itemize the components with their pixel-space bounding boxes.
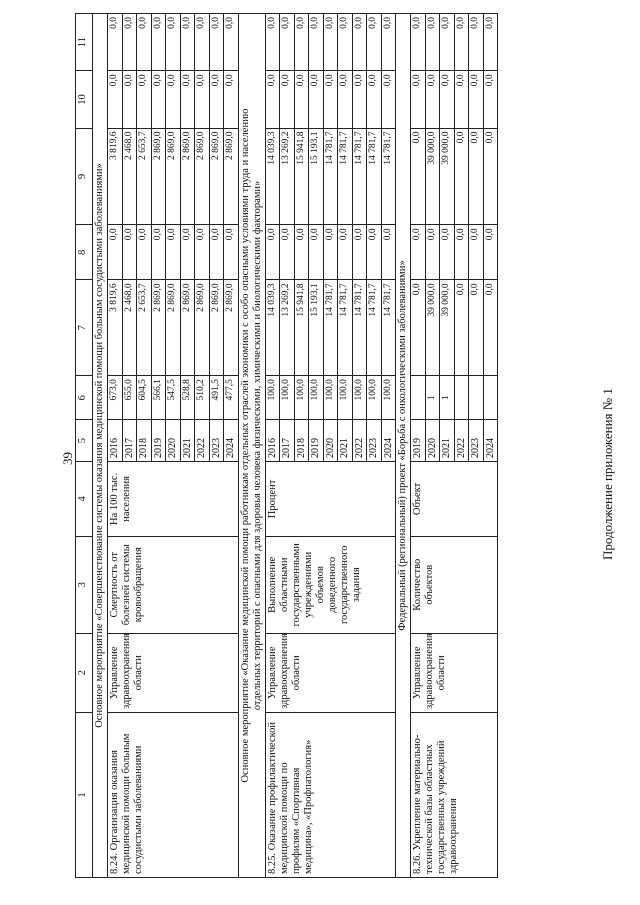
cell-value (483, 376, 498, 420)
cell-year: 2024 (224, 420, 239, 462)
cell-value: 15 193,1 (309, 280, 324, 376)
cell-value: 0,0 (151, 14, 166, 71)
cell-year: 2024 (381, 420, 396, 462)
cell-value: 0,0 (265, 225, 280, 280)
cell-value: 0,0 (381, 71, 396, 128)
cell-value: 2 468,0 (122, 128, 137, 225)
cell-value: 0,0 (323, 71, 338, 128)
cell-value: 0,0 (309, 71, 324, 128)
cell-value: 0,0 (195, 71, 210, 128)
cell-col1: 8.25. Оказание профилактической медицинской помощи по профилям «Спортивная медицина», «Профпатология» (265, 712, 396, 877)
cell-year: 2021 (440, 420, 455, 462)
cell-value: 0,0 (137, 225, 152, 280)
cell-value: 0,0 (122, 225, 137, 280)
cell-value: 0,0 (323, 225, 338, 280)
cell-value: 0,0 (367, 225, 382, 280)
cell-value: 0,0 (122, 14, 137, 71)
cell-value: 0,0 (454, 71, 469, 128)
cell-value: 0,0 (166, 14, 181, 71)
cell-col4: На 100 тыс. населения (108, 462, 239, 537)
cell-value: 0,0 (209, 225, 224, 280)
cell-value: 0,0 (166, 71, 181, 128)
block-8-24 (108, 14, 239, 878)
cell-value: 2 869,0 (224, 128, 239, 225)
cell-value: 0,0 (294, 225, 309, 280)
cell-value: 0,0 (224, 14, 239, 71)
cell-value: 0,0 (209, 71, 224, 128)
cell-value: 0,0 (483, 71, 498, 128)
cell-value: 2 653,7 (137, 280, 152, 376)
cell-year: 2019 (151, 420, 166, 462)
col-header: 3 (76, 536, 93, 633)
cell-value: 547,5 (166, 376, 181, 420)
cell-value: 39 000,0 (440, 128, 455, 225)
cell-value: 0,0 (411, 14, 426, 71)
cell-value: 528,8 (180, 376, 195, 420)
cell-value: 0,0 (338, 14, 353, 71)
cell-value: 0,0 (323, 14, 338, 71)
cell-value: 0,0 (280, 14, 295, 71)
cell-value: 0,0 (469, 225, 484, 280)
cell-value: 0,0 (381, 225, 396, 280)
cell-col3: Выполнение областными государственными учреждениями объемов доведенного государственного задания (265, 536, 396, 633)
cell-col4: Объект (411, 462, 498, 537)
col-header: 4 (76, 462, 93, 537)
cell-value: 2 869,0 (151, 128, 166, 225)
cell-year: 2019 (309, 420, 324, 462)
cell-value: 0,0 (411, 71, 426, 128)
cell-value: 100,0 (280, 376, 295, 420)
col-header: 10 (76, 71, 93, 128)
cell-value: 14 781,7 (323, 128, 338, 225)
cell-value: 0,0 (265, 71, 280, 128)
section-heading-line1: Основное мероприятие «Оказание медицинской помощи работникам отдельных отраслей экономики с особо опасными условиями труда и населению (239, 108, 251, 783)
cell-value: 14 781,7 (352, 280, 367, 376)
cell-value: 14 781,7 (338, 128, 353, 225)
cell-value: 0,0 (224, 71, 239, 128)
cell-col2: Управление здравоохранения области (108, 633, 239, 712)
cell-value: 15 941,8 (294, 280, 309, 376)
cell-col2: Управление здравоохранения области (265, 633, 396, 712)
cell-value: 0,0 (294, 14, 309, 71)
cell-value: 100,0 (265, 376, 280, 420)
cell-value: 491,5 (209, 376, 224, 420)
cell-value: 100,0 (352, 376, 367, 420)
cell-value: 0,0 (265, 14, 280, 71)
cell-value: 1 (425, 376, 440, 420)
cell-value: 0,0 (309, 225, 324, 280)
cell-value: 673,0 (108, 376, 123, 420)
block-8-25 (265, 14, 396, 878)
cell-year: 2022 (454, 420, 469, 462)
cell-value: 566,1 (151, 376, 166, 420)
header-row (76, 14, 93, 878)
cell-value: 0,0 (151, 71, 166, 128)
cell-value: 0,0 (195, 14, 210, 71)
cell-value: 0,0 (180, 225, 195, 280)
cell-value: 0,0 (338, 225, 353, 280)
cell-value: 14 039,3 (265, 128, 280, 225)
cell-value: 100,0 (294, 376, 309, 420)
section-heading-line2: отдельных территорий с опасными для здоровья человека физическими, химическими и биологическими факторами» (251, 180, 263, 711)
cell-year: 2021 (338, 420, 353, 462)
cell-year: 2022 (195, 420, 210, 462)
cell-value: 0,0 (411, 280, 426, 376)
cell-value: 0,0 (469, 280, 484, 376)
cell-value: 0,0 (108, 225, 123, 280)
col-header: 11 (76, 14, 93, 71)
cell-value: 0,0 (454, 128, 469, 225)
cell-value: 2 653,7 (137, 128, 152, 225)
cell-year: 2016 (265, 420, 280, 462)
cell-value: 2 869,0 (180, 280, 195, 376)
cell-year: 2017 (122, 420, 137, 462)
cell-year: 2020 (425, 420, 440, 462)
block-8-26 (411, 14, 498, 878)
cell-value: 2 869,0 (166, 128, 181, 225)
cell-year: 2023 (367, 420, 382, 462)
cell-value: 0,0 (425, 225, 440, 280)
cell-col1: 8.26. Укрепление материально-технической базы областных государственных учреждений здравоохранения (411, 712, 498, 877)
cell-value: 14 781,7 (367, 280, 382, 376)
cell-value: 0,0 (425, 14, 440, 71)
cell-value: 100,0 (338, 376, 353, 420)
cell-value: 2 869,0 (166, 280, 181, 376)
col-header: 2 (76, 633, 93, 712)
cell-value: 0,0 (454, 280, 469, 376)
cell-value: 0,0 (195, 225, 210, 280)
cell-year: 2023 (469, 420, 484, 462)
cell-col1: 8.24. Организация оказания медицинской помощи больным сосудистыми заболеваниями (108, 712, 239, 877)
cell-value: 0,0 (367, 71, 382, 128)
cell-value: 655,0 (122, 376, 137, 420)
table-row (265, 14, 280, 878)
cell-col4: Процент (265, 462, 396, 537)
cell-value: 0,0 (309, 14, 324, 71)
col-header: 6 (76, 376, 93, 420)
cell-value: 2 869,0 (195, 128, 210, 225)
cell-year: 2022 (352, 420, 367, 462)
cell-value: 2 869,0 (151, 280, 166, 376)
cell-value (411, 376, 426, 420)
cell-col2: Управление здравоохранения области (411, 633, 498, 712)
cell-value: 0,0 (469, 71, 484, 128)
cell-year: 2018 (137, 420, 152, 462)
cell-value: 510,2 (195, 376, 210, 420)
cell-value: 0,0 (440, 14, 455, 71)
cell-value: 0,0 (483, 280, 498, 376)
cell-value: 1 (440, 376, 455, 420)
cell-value: 0,0 (137, 71, 152, 128)
cell-col3: Количество объектов (411, 536, 498, 633)
cell-year: 2018 (294, 420, 309, 462)
cell-year: 2017 (280, 420, 295, 462)
cell-value: 3 819,6 (108, 280, 123, 376)
table-row (411, 14, 426, 878)
table-row (108, 14, 123, 878)
cell-value: 0,0 (483, 225, 498, 280)
cell-value: 2 869,0 (224, 280, 239, 376)
cell-year: 2019 (411, 420, 426, 462)
cell-value: 15 941,8 (294, 128, 309, 225)
cell-value: 15 193,1 (309, 128, 324, 225)
cell-value: 477,5 (224, 376, 239, 420)
cell-value: 100,0 (381, 376, 396, 420)
cell-value: 100,0 (367, 376, 382, 420)
section-heading (238, 14, 265, 878)
program-measures-table (75, 13, 498, 878)
cell-value: 0,0 (454, 225, 469, 280)
rotated-table-sheet (75, 13, 620, 878)
cell-value: 14 781,7 (367, 128, 382, 225)
cell-value: 0,0 (180, 71, 195, 128)
cell-value: 0,0 (425, 71, 440, 128)
cell-value: 100,0 (323, 376, 338, 420)
col-header: 7 (76, 280, 93, 376)
cell-value: 0,0 (108, 71, 123, 128)
cell-value: 0,0 (469, 14, 484, 71)
cell-value: 0,0 (294, 71, 309, 128)
cell-value: 0,0 (440, 225, 455, 280)
cell-value: 0,0 (411, 225, 426, 280)
cell-value: 0,0 (411, 128, 426, 225)
cell-value: 0,0 (483, 128, 498, 225)
cell-value: 13 269,2 (280, 128, 295, 225)
cell-value: 14 781,7 (323, 280, 338, 376)
continuation-title: Продолжение приложения № 1 (600, 388, 615, 560)
cell-value: 0,0 (151, 225, 166, 280)
cell-value: 0,0 (338, 71, 353, 128)
cell-value: 0,0 (166, 225, 181, 280)
cell-value: 0,0 (180, 14, 195, 71)
col-header: 1 (76, 712, 93, 877)
cell-value: 604,5 (137, 376, 152, 420)
cell-value: 0,0 (367, 14, 382, 71)
cell-year: 2020 (166, 420, 181, 462)
cell-value: 100,0 (309, 376, 324, 420)
col-header: 5 (76, 420, 93, 462)
cell-value: 0,0 (122, 71, 137, 128)
cell-year: 2021 (180, 420, 195, 462)
cell-value: 0,0 (454, 14, 469, 71)
cell-value: 3 819,6 (108, 128, 123, 225)
section-heading: Основное мероприятие «Совершенствование системы оказания медицинской помощи больным сосудистыми заболеваниями» (93, 14, 108, 878)
cell-value: 14 781,7 (352, 128, 367, 225)
cell-col3: Смертность от болезней системы кровообращения (108, 536, 239, 633)
cell-value: 0,0 (352, 14, 367, 71)
cell-value: 0,0 (137, 14, 152, 71)
cell-value: 0,0 (352, 225, 367, 280)
cell-value: 2 468,0 (122, 280, 137, 376)
cell-value: 0,0 (108, 14, 123, 71)
cell-value: 2 869,0 (209, 280, 224, 376)
col-header: 8 (76, 225, 93, 280)
cell-value: 39 000,0 (425, 280, 440, 376)
cell-value: 39 000,0 (440, 280, 455, 376)
cell-value: 0,0 (280, 225, 295, 280)
cell-value (454, 376, 469, 420)
cell-year: 2016 (108, 420, 123, 462)
cell-value: 0,0 (469, 128, 484, 225)
cell-value: 14 781,7 (381, 128, 396, 225)
cell-value: 0,0 (224, 225, 239, 280)
cell-year: 2024 (483, 420, 498, 462)
col-header: 9 (76, 128, 93, 225)
cell-value: 14 781,7 (381, 280, 396, 376)
page-number: 39 (60, 452, 75, 465)
cell-value: 0,0 (381, 14, 396, 71)
section-heading: Федеральный (региональный) проект «Борьба с онкологическими заболеваниями» (396, 14, 411, 878)
cell-value: 14 039,3 (265, 280, 280, 376)
cell-year: 2020 (323, 420, 338, 462)
cell-value: 0,0 (440, 71, 455, 128)
cell-value: 2 869,0 (209, 128, 224, 225)
cell-value: 0,0 (483, 14, 498, 71)
cell-value: 0,0 (209, 14, 224, 71)
cell-value: 2 869,0 (195, 280, 210, 376)
cell-value: 13 269,2 (280, 280, 295, 376)
cell-value: 0,0 (280, 71, 295, 128)
cell-value: 2 869,0 (180, 128, 195, 225)
cell-value: 0,0 (352, 71, 367, 128)
cell-value: 14 781,7 (338, 280, 353, 376)
cell-year: 2023 (209, 420, 224, 462)
cell-value: 39 000,0 (425, 128, 440, 225)
cell-value (469, 376, 484, 420)
